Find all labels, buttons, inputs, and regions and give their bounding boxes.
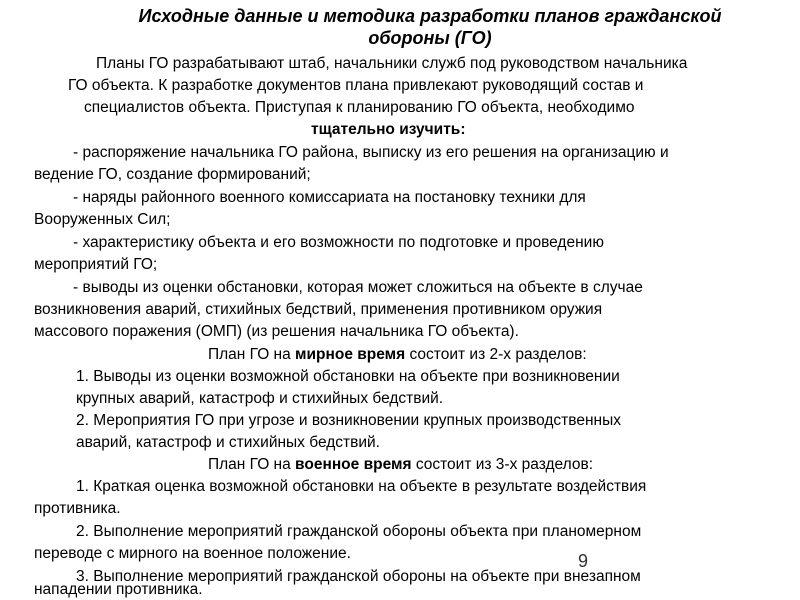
war-heading-emphasis: военное время: [295, 456, 412, 473]
peace-item-1-line-2: крупных аварий, катастроф и стихийных бедствий.: [76, 390, 444, 407]
peace-heading: [208, 345, 587, 365]
war-item-3-line-2: нападении противника.: [34, 581, 203, 598]
war-heading: [208, 455, 593, 475]
document-title: [80, 5, 780, 49]
war-item-3-line-1: 3. Выполнение мероприятий гражданской обороны на объекте при внезапном: [76, 568, 641, 585]
study-item-1-line-2: ведение ГО, создание формирований;: [34, 166, 311, 183]
study-item-4-line-1: - выводы из оценки обстановки, которая может сложиться на объекте в случае: [73, 279, 643, 296]
war-heading-prefix: План ГО на: [208, 456, 296, 473]
page-number: 9: [578, 551, 589, 571]
peace-heading-suffix: состоит из 2-х разделов:: [405, 346, 587, 363]
peace-item-2-line-2: аварий, катастроф и стихийных бедствий.: [76, 434, 380, 451]
intro-line-1: Планы ГО разрабатывают штаб, начальники служб под руководством начальника: [96, 55, 688, 72]
study-item-3-line-2: мероприятий ГО;: [34, 256, 158, 273]
peace-heading-emphasis: мирное время: [295, 346, 406, 363]
war-item-2-line-1: 2. Выполнение мероприятий гражданской обороны объекта при планомерном: [76, 523, 642, 540]
title-line-1: Исходные данные и методика разработки планов гражданской: [138, 6, 722, 26]
study-item-1-line-1: - распоряжение начальника ГО района, выписку из его решения на организацию и: [73, 144, 669, 161]
peace-heading-prefix: План ГО на: [208, 346, 296, 363]
study-item-2-line-2: Вооруженных Сил;: [34, 211, 171, 228]
war-item-2-line-2: переводе с мирного на военное положение.: [34, 545, 351, 562]
war-item-1-line-1: 1. Краткая оценка возможной обстановки на объекте в результате воздействия: [76, 478, 647, 495]
study-item-3-line-1: - характеристику объекта и его возможности по подготовке и проведению: [73, 234, 604, 251]
study-item-4-line-3: массового поражения (ОМП) (из решения начальника ГО объекта).: [34, 323, 519, 340]
war-item-1-line-2: противника.: [34, 500, 121, 517]
intro-line-4: тщательно изучить:: [311, 121, 466, 138]
title-line-2: обороны (ГО): [368, 28, 492, 48]
war-heading-suffix: состоит из 3-х разделов:: [411, 456, 593, 473]
peace-item-2-line-1: 2. Мероприятия ГО при угрозе и возникновении крупных производственных: [76, 412, 621, 429]
intro-line-2: ГО объекта. К разработке документов плана привлекают руководящий состав и: [68, 77, 644, 94]
peace-item-1-line-1: 1. Выводы из оценки возможной обстановки на объекте при возникновении: [76, 368, 620, 385]
intro-line-3: специалистов объекта. Приступая к планированию ГО объекта, необходимо: [84, 99, 635, 116]
study-item-4-line-2: возникновения аварий, стихийных бедствий, применения противником оружия: [34, 301, 603, 318]
study-item-2-line-1: - наряды районного военного комиссариата на постановку техники для: [73, 189, 586, 206]
